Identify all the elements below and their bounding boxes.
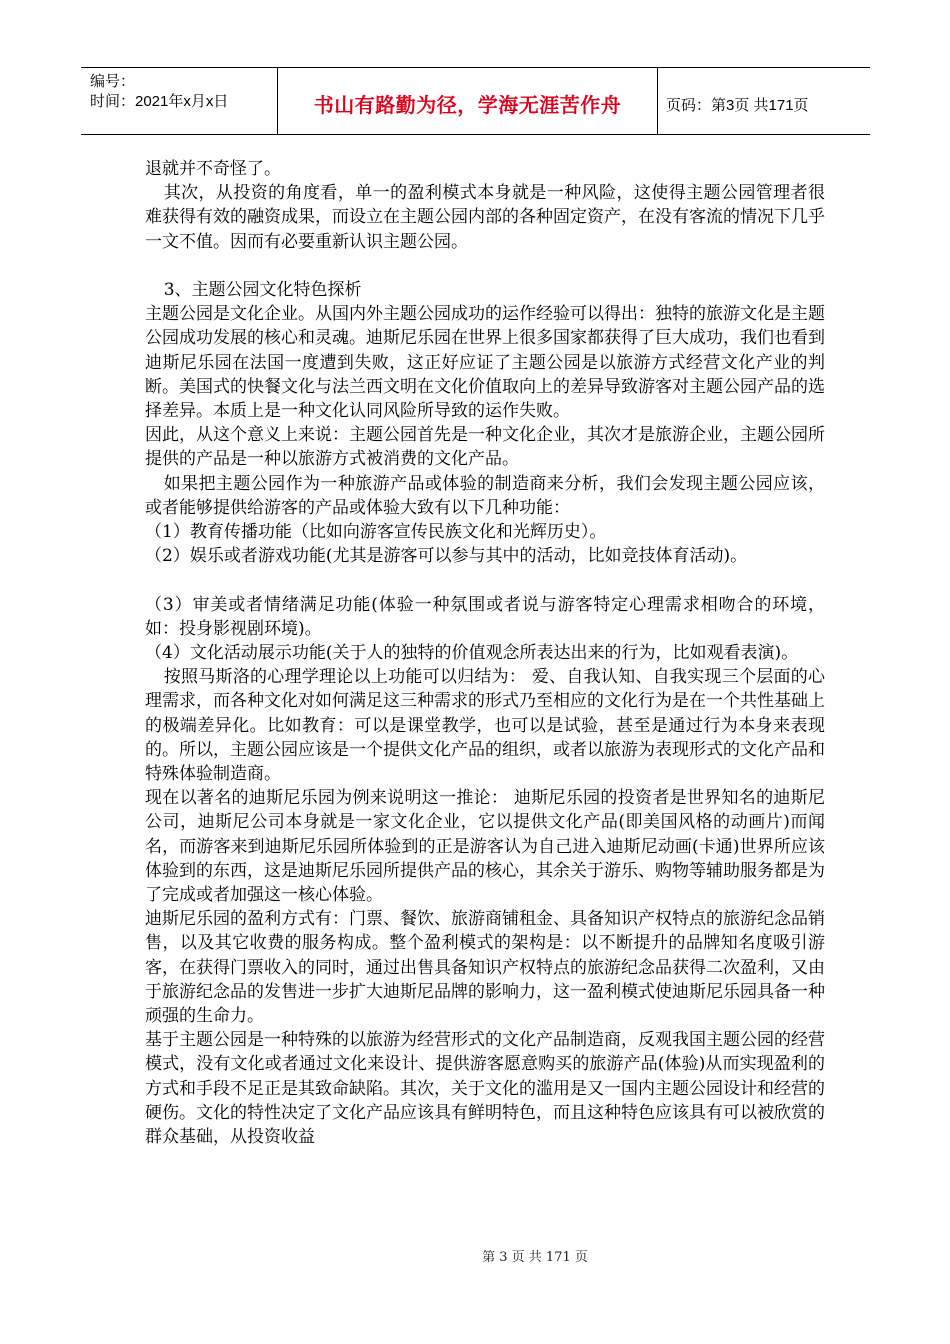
paragraph: 如果把主题公园作为一种旅游产品或体验的制造商来分析，我们会发现主题公园应该，或者能够提供给游客的产品或体验大致有以下几种功能： (145, 473, 825, 518)
paragraph: 其次，从投资的角度看，单一的盈利模式本身就是一种风险，这使得主题公园管理者很难获得有效的融资成果，而设立在主题公园内部的各种固定资产，在没有客流的情况下几乎一文不值。因而有必要重新认识主题公园。 (145, 183, 825, 252)
header-meta (81, 68, 278, 134)
list-item: （1）教育传播功能（比如向游客宣传民族文化和光辉历史）。 (145, 522, 607, 543)
paragraph: 退就并不奇怪了。 (145, 159, 281, 179)
header-motto: 书山有路勤为径，学海无涯苦作舟 (278, 68, 658, 134)
header-page-info: 页码：第3页 共171页 (666, 96, 809, 114)
date-line: 时间：2021年x月x日 (90, 93, 229, 110)
list-item: （4）文化活动展示功能(关于人的独特的价值观念所表达出来的行为，比如观看表演)。 (145, 643, 799, 664)
footer-page-number: 第 3 页 共 171 页 (482, 1250, 588, 1265)
section-heading: 3、主题公园文化特色探析 (163, 280, 362, 300)
paragraph: 按照马斯洛的心理学理论以上功能可以归结为： 爱、自我认知、自我实现三个层面的心理需求，而各种文化对如何满足这三种需求的形式乃至相应的文化行为是在一个共性基础上的极端差异化。比如教育：可以是课堂教学，也可以是试验，甚至是通过行为本身来表现的。所以，主题公园应该是一个提供文化产品的组织，或者以旅游为表现形式的文化产品和特殊体验制造商。 (145, 667, 825, 785)
paragraph: 迪斯尼乐园的盈利方式有：门票、餐饮、旅游商铺租金、具备知识产权特点的旅游纪念品销售，以及其它收费的服务构成。整个盈利模式的架构是：以不断提升的品牌知名度吸引游客，在获得门票收入的同时，通过出售具备知识产权特点的旅游纪念品获得二次盈利，又由于旅游纪念品的发售进一步扩大迪斯尼品牌的影响力，这一盈利模式使迪斯尼乐园具备一种顽强的生命力。 (145, 909, 825, 1027)
spacer (145, 254, 825, 278)
paragraph: 基于主题公园是一种特殊的以旅游为经营形式的文化产品制造商，反观我国主题公园的经营模式，没有文化或者通过文化来设计、提供游客愿意购买的旅游产品(体验)从而实现盈利的方式和手段不足正是其致命缺陷。其次，关于文化的滥用是又一国内主题公园设计和经营的硬伤。文化的特性决定了文化产品应该具有鲜明特色，而且这种特色应该具有可以被欣赏的群众基础，从投资收益 (145, 1030, 825, 1148)
list-item: （2）娱乐或者游戏功能(尤其是游客可以参与其中的活动，比如竞技体育活动)。 (145, 546, 748, 567)
document-body (145, 157, 825, 1149)
list-item: （3）审美或者情绪满足功能(体验一种氛围或者说与游客特定心理需求相吻合的环境，如：投身影视剧环境)。 (145, 594, 825, 639)
paragraph: 主题公园是文化企业。从国内外主题公园成功的运作经验可以得出：独特的旅游文化是主题公园成功发展的核心和灵魂。迪斯尼乐园在世界上很多国家都获得了巨大成功，我们也看到迪斯尼乐园在法国一度遭到失败，这正好应证了主题公园是以旅游方式经营文化产业的判断。美国式的快餐文化与法兰西文明在文化价值取向上的差异导致游客对主题公园产品的选择差异。本质上是一种文化认同风险所导致的运作失败。 (145, 304, 825, 422)
page-footer (0, 1246, 950, 1265)
page-header (81, 67, 870, 135)
spacer (145, 568, 825, 592)
paragraph: 现在以著名的迪斯尼乐园为例来说明这一推论： 迪斯尼乐园的投资者是世界知名的迪斯尼公司，迪斯尼公司本身就是一家文化企业，它以提供文化产品(即美国风格的动画片)而闻名，而游客来到迪斯尼乐园所体验到的正是游客认为自己进入迪斯尼动画(卡通)世界所应该体验到的东西，这是迪斯尼乐园所提供产品的核心，其余关于游乐、购物等辅助服务都是为了完成或者加强这一核心体验。 (145, 788, 825, 906)
paragraph: 因此，从这个意义上来说：主题公园首先是一种文化企业，其次才是旅游企业，主题公园所提供的产品是一种以旅游方式被消费的文化产品。 (145, 425, 825, 470)
serial-label: 编号： (90, 73, 136, 90)
